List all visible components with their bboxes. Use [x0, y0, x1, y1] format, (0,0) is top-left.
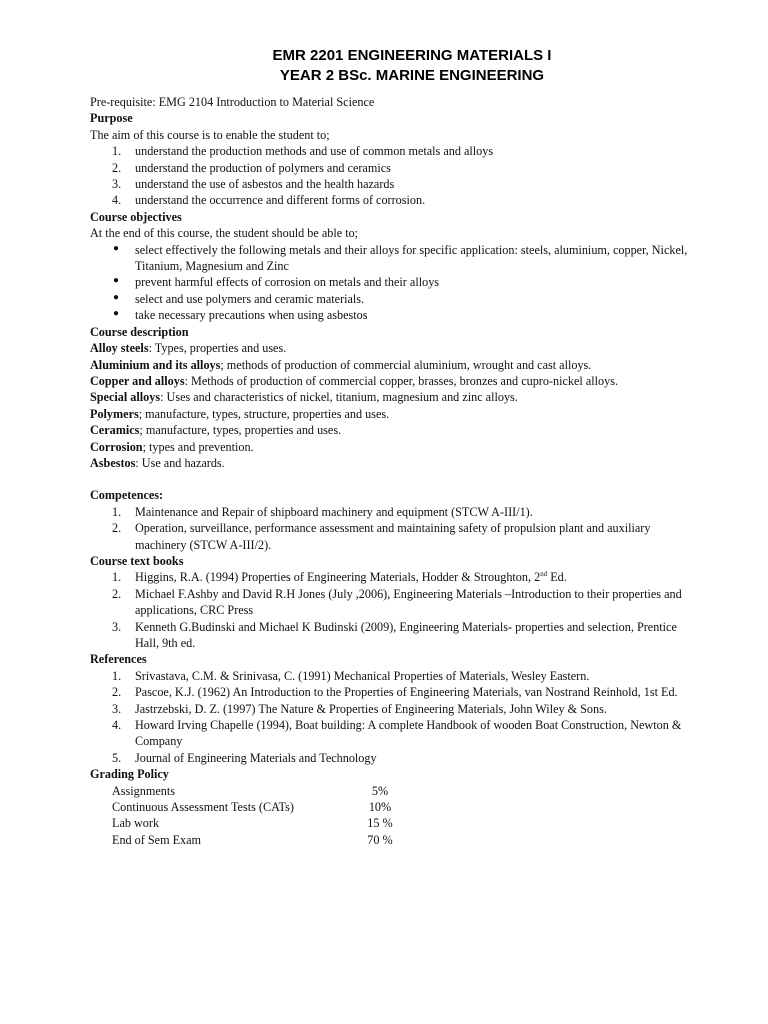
program-title: YEAR 2 BSc. MARINE ENGINEERING	[279, 67, 545, 84]
grading-heading: Grading Policy	[90, 767, 169, 782]
textbooks-list	[90, 569, 690, 651]
bullet-icon: ●	[113, 242, 120, 254]
grading-row: Lab work 15 %	[112, 816, 393, 831]
competences-list	[90, 504, 690, 553]
prerequisite: Pre-requisite: EMG 2104 Introduction to Material Science	[90, 95, 375, 109]
description-entry: Aluminium and its alloys; methods of production of commercial aluminium, wrought and cast alloys.	[90, 357, 592, 372]
list-item: 3. Jastrzebski, D. Z. (1997) The Nature & Properties of Engineering Materials, John Wiley & Sons.	[112, 701, 607, 716]
description-entry: Corrosion; types and prevention.	[90, 439, 254, 454]
list-item: ● prevent harmful effects of corrosion on metals and their alloys	[113, 275, 440, 290]
list-item: 3. Kenneth G.Budinski and Michael K Budinski (2009), Engineering Materials- properties and selection, Prentice Hall, 9th ed.	[112, 619, 677, 650]
list-item: ● take necessary precautions when using asbestos	[113, 308, 368, 323]
list-item: 1. Srivastava, C.M. & Srinivasa, C. (1991) Mechanical Properties of Materials, Wesley Eastern.	[112, 668, 590, 683]
list-item: ● select and use polymers and ceramic materials.	[113, 291, 365, 306]
bullet-icon: ●	[113, 308, 120, 320]
competences-heading: Competences:	[90, 488, 164, 503]
list-item: 1. understand the production methods and use of common metals and alloys	[112, 144, 494, 159]
bullet-icon: ●	[113, 275, 120, 287]
course-title: EMR 2201 ENGINEERING MATERIALS I	[272, 47, 552, 64]
list-item: 1. Maintenance and Repair of shipboard machinery and equipment (STCW A-III/1).	[112, 504, 533, 519]
list-item: ● select effectively the following metals and their alloys for specific application: steels, aluminium, copper, Nickel, Titanium, Magnesium and Zinc	[113, 242, 688, 274]
references-list	[90, 668, 690, 766]
objectives-heading: Course objectives	[90, 209, 182, 224]
objectives-intro: At the end of this course, the student should be able to;	[90, 226, 359, 241]
list-item: 4. understand the occurrence and different forms of corrosion.	[112, 193, 426, 208]
grading-table	[90, 783, 690, 849]
description-entry: Polymers; manufacture, types, structure, properties and uses.	[90, 406, 390, 421]
description-entry: Ceramics; manufacture, types, properties and uses.	[90, 423, 342, 438]
references-heading: References	[90, 652, 147, 667]
list-item: 3. understand the use of asbestos and the health hazards	[112, 177, 395, 192]
grading-row: Continuous Assessment Tests (CATs) 10%	[112, 800, 392, 815]
list-item: 1. Higgins, R.A. (1994) Properties of Engineering Materials, Hodder & Stroughton, 2nd Ed.	[112, 570, 567, 585]
purpose-heading: Purpose	[90, 111, 133, 126]
grading-row: End of Sem Exam 70 %	[112, 832, 393, 847]
document-page	[90, 46, 690, 848]
textbooks-heading: Course text books	[90, 553, 184, 568]
bullet-icon: ●	[113, 291, 120, 303]
list-item: 5. Journal of Engineering Materials and Technology	[112, 750, 377, 765]
list-item: 2. Pascoe, K.J. (1962) An Introduction to the Properties of Engineering Materials, van Nostrand Reinhold, 1st Ed.	[112, 685, 678, 700]
description-entry: Special alloys: Uses and characteristics of nickel, titanium, magnesium and zinc alloys.	[90, 390, 518, 405]
list-item: 2. Operation, surveillance, performance assessment and maintaining safety of propulsion plant and auxiliary machinery (STCW A-III/2).	[112, 521, 651, 552]
list-item: 2. Michael F.Ashby and David R.H Jones (July ,2006), Engineering Materials –Introduction to their properties and applications, CRC Press	[112, 586, 682, 618]
purpose-list	[90, 143, 690, 209]
grading-row: Assignments 5%	[112, 783, 389, 798]
objectives-list	[90, 242, 690, 324]
list-item: 2. understand the production of polymers and ceramics	[112, 160, 391, 175]
description-heading: Course description	[90, 324, 189, 339]
description-entry: Copper and alloys: Methods of production of commercial copper, brasses, bronzes and cupro-nickel alloys.	[90, 373, 618, 388]
list-item: 4. Howard Irving Chapelle (1994), Boat building: A complete Handbook of wooden Boat Construction, Newton & Company	[112, 718, 682, 749]
purpose-intro: The aim of this course is to enable the student to;	[90, 127, 330, 142]
title-block	[90, 46, 690, 86]
description-entry: Alloy steels: Types, properties and uses.	[90, 341, 287, 356]
description-entry: Asbestos: Use and hazards.	[90, 455, 225, 470]
